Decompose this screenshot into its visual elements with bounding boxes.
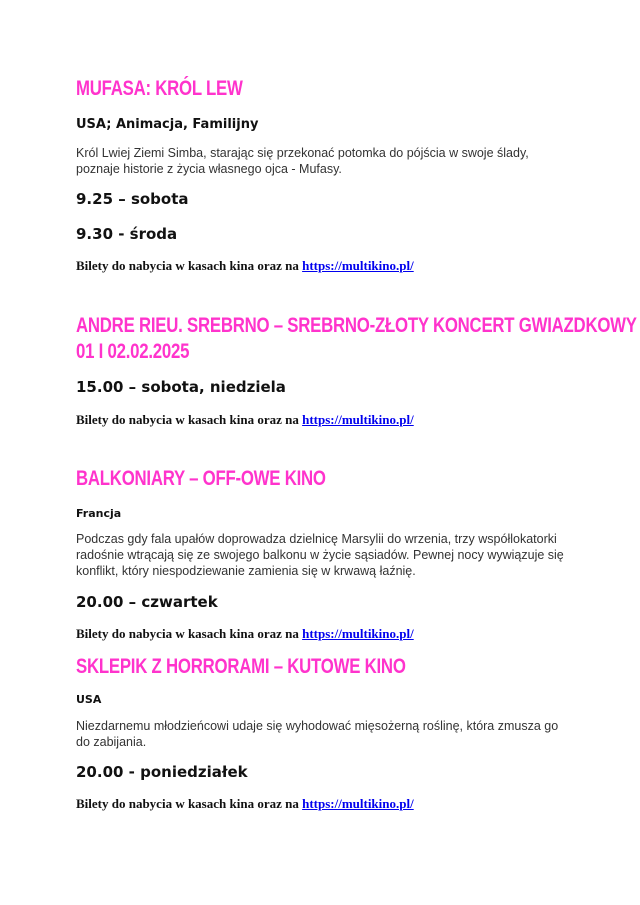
event-time-mufasa-1: 9.25 – sobota <box>76 190 189 208</box>
multikino-link[interactable]: https://multikino.pl/ <box>302 796 414 811</box>
event-description-balkoniary: Podczas gdy fala upałów doprowadza dzielnicę Marsylii do wrzenia, trzy współlokatorki radośnie wtrącają się ze swojego balkonu w życie sąsiadów. Pewnej nocy wywiązuje się konflikt, który niespodziewanie zamienia się w krwawą łaźnię. <box>76 532 564 578</box>
event-meta-balkoniary: Francja <box>76 507 122 520</box>
event-description-mufasa: Król Lwiej Ziemi Simba, starając się przekonać potomka do pójścia w swoje ślady, poznaje historie z życia własnego ojca - Mufasy. <box>76 146 529 176</box>
event-title-andre-rieu-dates: 01 I 02.02.2025 <box>76 340 190 363</box>
multikino-link[interactable]: https://multikino.pl/ <box>302 258 414 273</box>
event-time-andre-rieu: 15.00 – sobota, niedziela <box>76 378 286 396</box>
event-time-mufasa-2: 9.30 - środa <box>76 225 178 243</box>
tickets-info-sklepik <box>76 796 414 812</box>
tickets-info-balkoniary <box>76 626 414 642</box>
event-title-sklepik: SKLEPIK Z HORRORAMI – KUTOWE KINO <box>76 655 406 678</box>
event-title-andre-rieu: ANDRE RIEU. SREBRNO – SREBRNO-ZŁOTY KONCERT GWIAZDKOWY <box>76 314 637 337</box>
tickets-text: Bilety do nabycia w kasach kina oraz na <box>76 258 299 273</box>
tickets-text: Bilety do nabycia w kasach kina oraz na <box>76 412 299 427</box>
tickets-text: Bilety do nabycia w kasach kina oraz na <box>76 626 299 641</box>
multikino-link[interactable]: https://multikino.pl/ <box>302 626 414 641</box>
tickets-text: Bilety do nabycia w kasach kina oraz na <box>76 796 299 811</box>
event-title-mufasa: MUFASA: KRÓL LEW <box>76 77 243 100</box>
event-time-sklepik: 20.00 - poniedziałek <box>76 763 248 781</box>
multikino-link[interactable]: https://multikino.pl/ <box>302 412 414 427</box>
event-title-balkoniary: BALKONIARY – OFF-OWE KINO <box>76 467 326 490</box>
tickets-info-mufasa <box>76 258 414 274</box>
event-meta-mufasa: USA; Animacja, Familijny <box>76 117 259 132</box>
tickets-info-andre-rieu <box>76 412 414 428</box>
event-meta-sklepik: USA <box>76 693 102 706</box>
event-description-sklepik: Niezdarnemu młodzieńcowi udaje się wyhodować mięsożerną roślinę, która zmusza go do zabijania. <box>76 719 559 749</box>
event-time-balkoniary: 20.00 – czwartek <box>76 593 218 611</box>
